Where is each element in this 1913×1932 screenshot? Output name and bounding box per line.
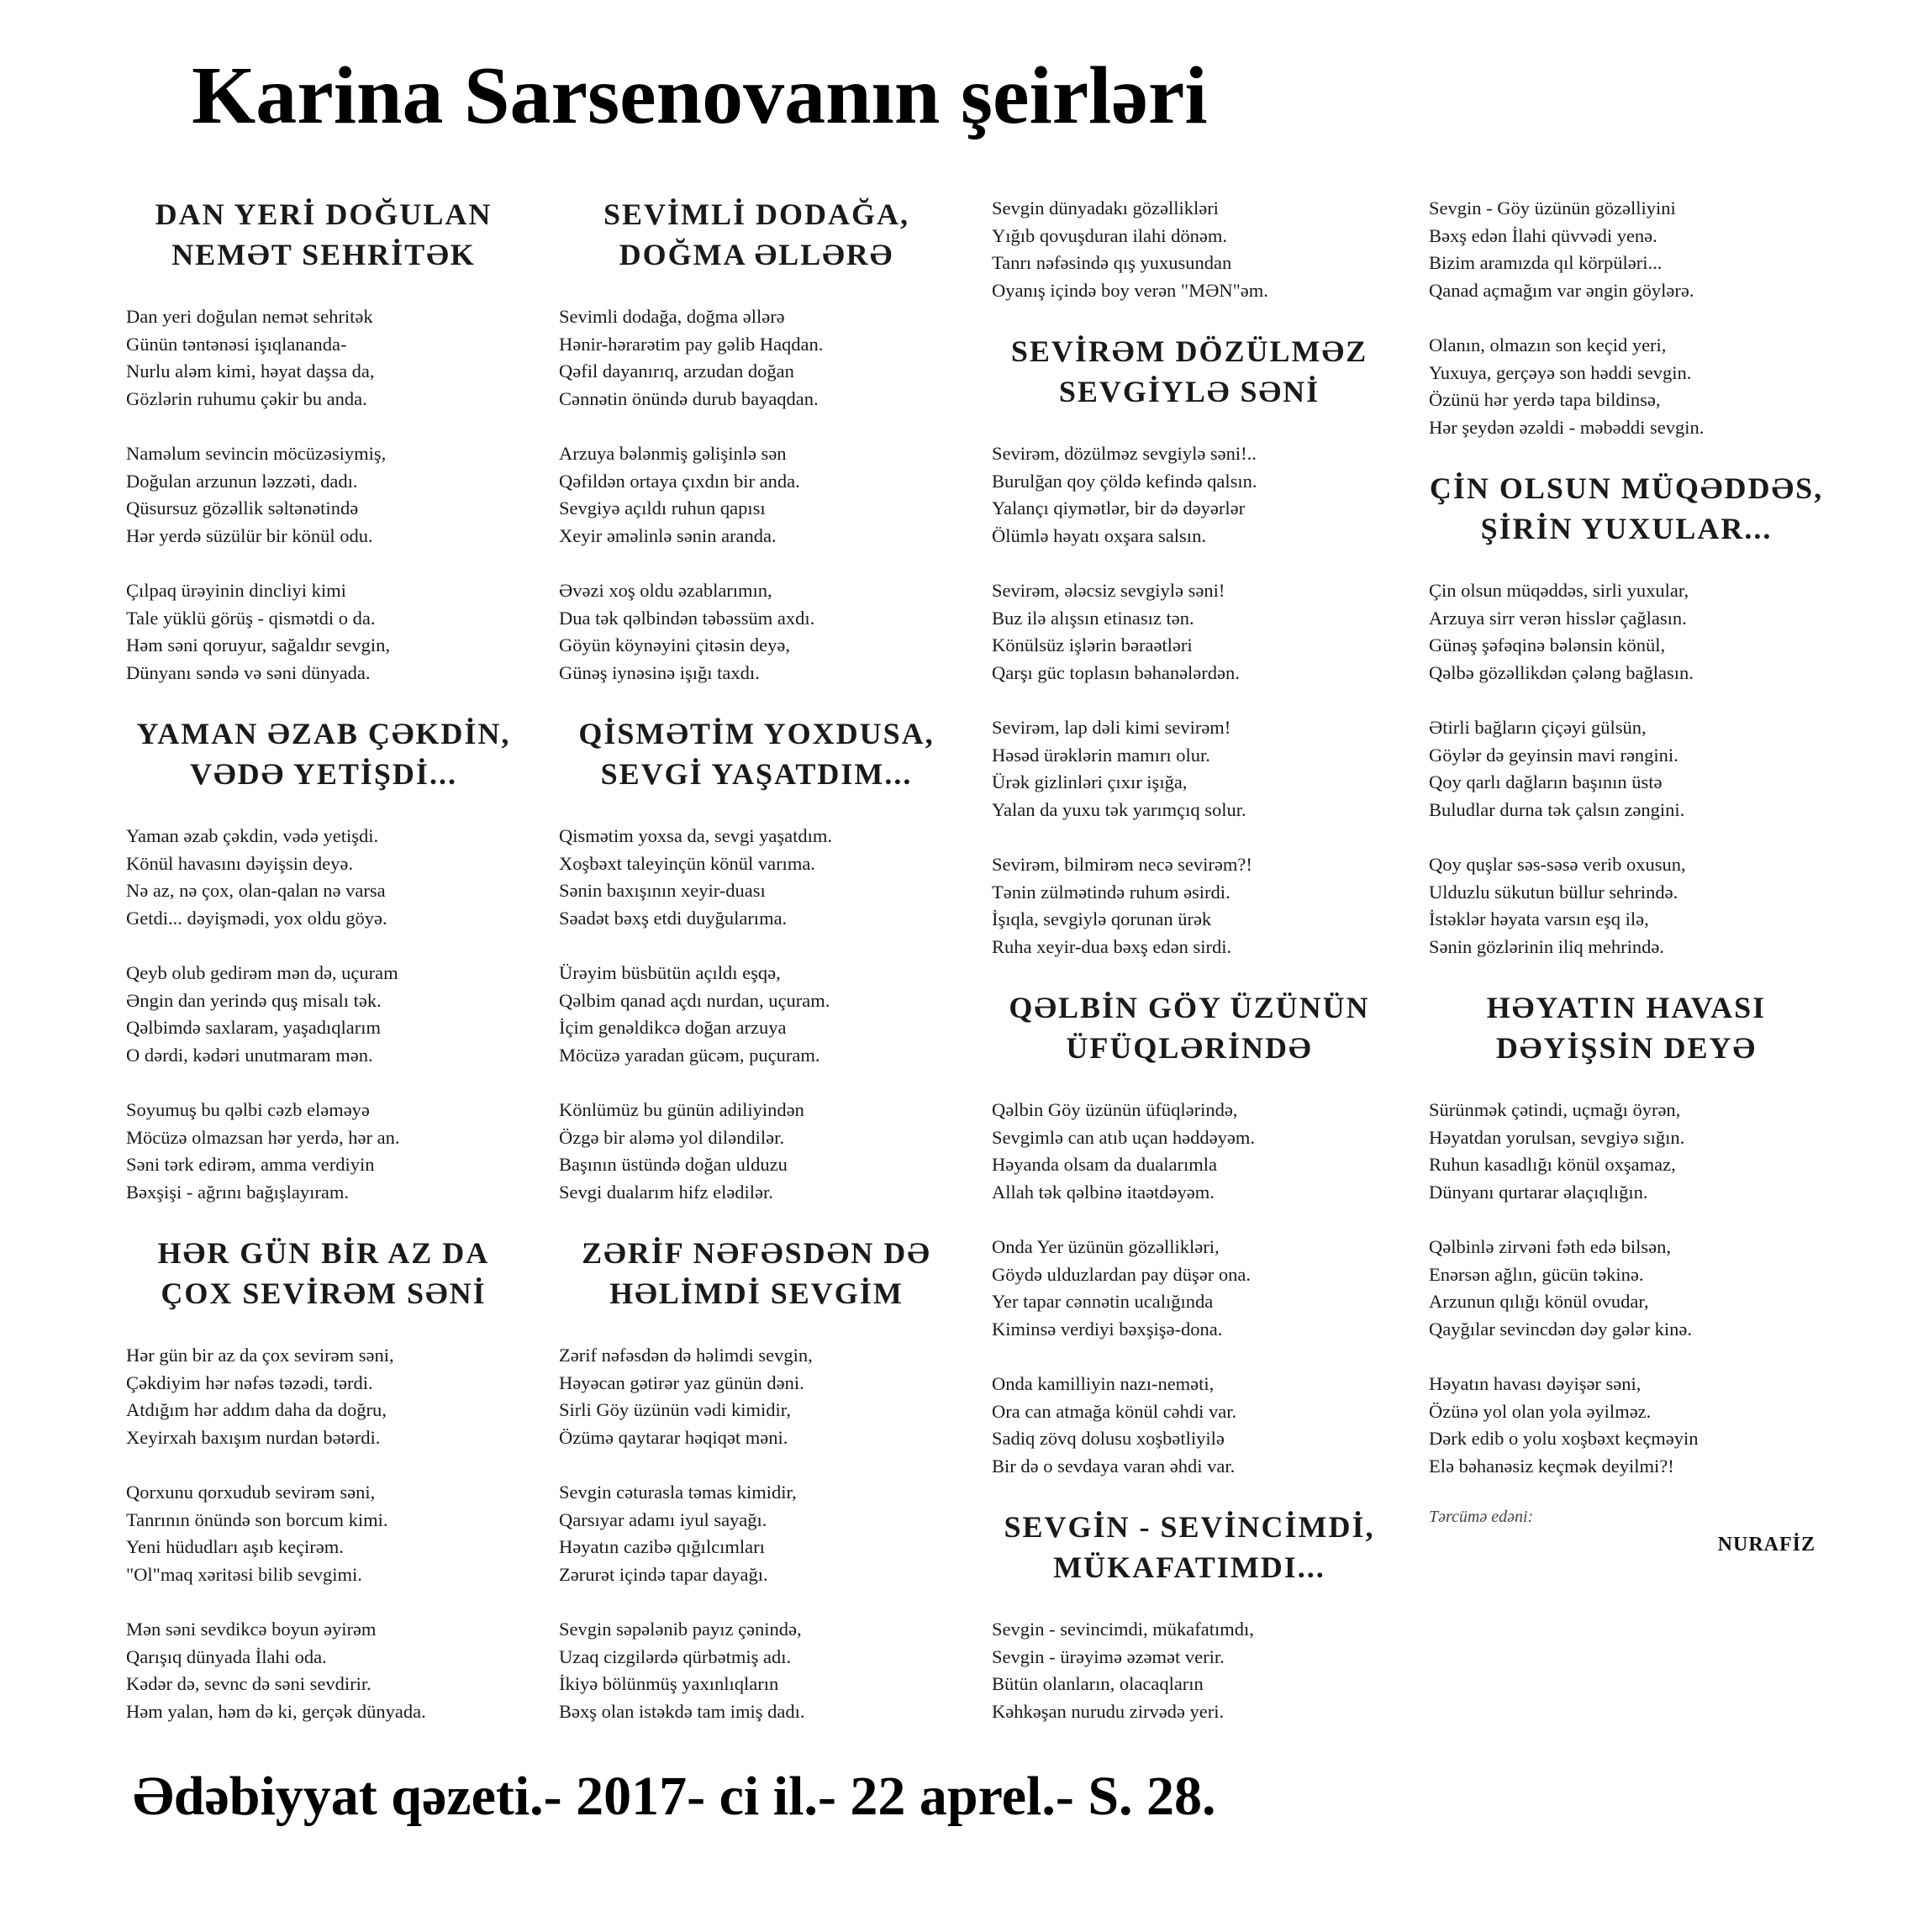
stanza xyxy=(559,1097,954,1206)
poem-line: O dərdi, kədəri unutmaram mən. xyxy=(126,1044,373,1066)
stanza xyxy=(992,577,1387,687)
stanza xyxy=(126,577,521,687)
poem-line: Könül havasını dəyişsin deyə. xyxy=(126,852,353,874)
stanza xyxy=(1429,1371,1824,1480)
poem-line: Həyəcan gətirər yaz günün dəni. xyxy=(559,1371,804,1393)
poem-line: Əngin dan yerində quş misalı tək. xyxy=(126,989,382,1011)
poem-line: Tənin zülmətində ruhum əsirdi. xyxy=(992,881,1231,903)
poem-line: İçim genəldikcə doğan arzuya xyxy=(559,1017,787,1039)
poem-title xyxy=(559,195,954,275)
poem-line: Allah tək qəlbinə itaətdəyəm. xyxy=(992,1181,1215,1203)
poem-line: Nə az, nə çox, olan-qalan nə varsa xyxy=(126,880,386,902)
poem xyxy=(1429,988,1824,1480)
poem-line: İşıqla, sevgiylə qorunan ürək xyxy=(992,908,1212,930)
poem-title-line: HƏLİMDİ SEVGİM xyxy=(609,1276,904,1310)
poem-line: Qəfildən ortaya çıxdın bir anda. xyxy=(559,470,800,492)
poem-line: Hər gün bir az da çox sevirəm səni, xyxy=(126,1345,394,1366)
poem-line: Elə bəhanəsiz keçmək deyilmi?! xyxy=(1429,1455,1674,1477)
poem-line: Nurlu aləm kimi, həyat daşsa da, xyxy=(126,361,375,382)
poem-line: Qarışıq dünyada İlahi oda. xyxy=(126,1645,327,1667)
poem-line: Qüsursuz gözəllik səltənətində xyxy=(126,497,359,519)
poem-line: Ora can atmağa könül cəhdi var. xyxy=(992,1400,1237,1422)
poem-line: Göylər də geyinsin mavi rəngini. xyxy=(1429,744,1678,766)
poem-line: İstəklər həyata varsın eşq ilə, xyxy=(1429,908,1649,930)
poem-line: Kiminsə verdiyi bəxşişə-dona. xyxy=(992,1318,1223,1340)
poem-line: Dan yeri doğulan nemət sehritək xyxy=(126,306,373,328)
poem-line: Xeyirxah baxışım nurdan bətərdi. xyxy=(126,1426,381,1448)
poem-line: Tanrının önündə son borcum kimi. xyxy=(126,1508,388,1530)
stanza xyxy=(126,1616,521,1725)
source-citation: Ədəbiyyat qəzeti.- 2017- ci il.- 22 aprel.- S. 28. xyxy=(133,1766,1216,1827)
poem-title xyxy=(992,1508,1387,1587)
poem-title-line: HƏR GÜN BİR AZ DA xyxy=(157,1236,490,1271)
poem-title-line: MÜKAFATIMDI... xyxy=(1053,1550,1325,1584)
poem-line: Yalan da yuxu tək yarımçıq solur. xyxy=(992,798,1246,820)
poem-line: Həsəd ürəklərin mamırı olur. xyxy=(992,744,1210,766)
stanza xyxy=(1429,332,1824,441)
poem-line: Ürəyim büsbütün açıldı eşqə, xyxy=(559,962,781,984)
poem-line: Hər yerdə süzülür bir könül odu. xyxy=(126,524,373,546)
poem-line: Tale yüklü görüş - qismətdi o da. xyxy=(126,607,376,629)
poem-line: Sevgi dualarım hifz elədilər. xyxy=(559,1181,773,1203)
poem-line: Ölümlə həyatı oxşara salsın. xyxy=(992,524,1206,546)
poem-title xyxy=(559,714,954,794)
poem-line: Özünü hər yerdə tapa bildinsə, xyxy=(1429,389,1661,410)
poem-title xyxy=(992,988,1387,1068)
stanza xyxy=(559,303,954,413)
poem-line: Sevirəm, ələcsiz sevgiylə səni! xyxy=(992,580,1225,602)
poem-title-line: ÇİN OLSUN MÜQƏDDƏS, xyxy=(1429,471,1824,505)
poem-line: Qəlbə gözəllikdən çələng bağlasın. xyxy=(1429,661,1694,683)
poem-line: Yuxuya, gerçəyə son həddi sevgin. xyxy=(1429,361,1692,383)
poem-line: Göyün köynəyini çitəsin deyə, xyxy=(559,634,790,656)
poem-line: Kədər də, sevnc də səni sevdirir. xyxy=(126,1673,372,1695)
poem-line: Sevirəm, dözülməz sevgiylə səni!.. xyxy=(992,443,1257,465)
poem-line: Onda kamilliyin nazı-neməti, xyxy=(992,1373,1215,1395)
poem-line: Sevirəm, lap dəli kimi sevirəm! xyxy=(992,717,1231,739)
stanza xyxy=(126,1479,521,1588)
poem-line: Özümə qaytarar həqiqət məni. xyxy=(559,1426,788,1448)
poem-line: Həm yalan, həm də ki, gerçək dünyada. xyxy=(126,1700,426,1722)
poem-title xyxy=(126,195,521,275)
translator-name: NURAFİZ xyxy=(1717,1534,1816,1556)
poem-title-line: YAMAN ƏZAB ÇƏKDİN, xyxy=(136,717,511,751)
poem-line: Günəş iynəsinə işığı taxdı. xyxy=(559,661,760,683)
poem-title-line: ÜFÜQLƏRİNDƏ xyxy=(1066,1030,1313,1065)
poem-line: Özgə bir aləmə yol diləndilər. xyxy=(559,1126,785,1148)
poem-title-line: ŞİRİN YUXULAR... xyxy=(1480,511,1773,545)
poem-title xyxy=(1429,988,1824,1068)
poem-line: Həyatın cazibə qığılcımları xyxy=(559,1536,765,1558)
poem-line: Yaman əzab çəkdin, vədə yetişdi. xyxy=(126,825,379,847)
poem-line: Səadət bəxş etdi duyğularıma. xyxy=(559,907,788,929)
poem-line: Kəhkəşan nurudu zirvədə yeri. xyxy=(992,1700,1225,1722)
stanza xyxy=(992,1616,1387,1725)
stanza xyxy=(1429,195,1824,304)
poem-line: Onda Yer üzünün gözəllikləri, xyxy=(992,1236,1220,1258)
poem-line: Qoy quşlar səs-səsə verib oxusun, xyxy=(1429,854,1686,876)
stanza xyxy=(559,1342,954,1451)
poem-line: Həyanda olsam da dualarımla xyxy=(992,1154,1218,1176)
poem-line: Mən səni sevdikcə boyun əyirəm xyxy=(126,1619,377,1640)
poem-line: Qorxunu qorxudub sevirəm səni, xyxy=(126,1482,376,1503)
poem-line: Xoşbəxt taleyinçün könül varıma. xyxy=(559,852,815,874)
poem-line: Enərsən ağlın, gücün təkinə. xyxy=(1429,1263,1644,1285)
poem-line: Səni tərk edirəm, amma verdiyin xyxy=(126,1154,375,1176)
poem-line: Çin olsun müqəddəs, sirli yuxular, xyxy=(1429,580,1689,602)
poem-line: Sevgin - ürəyimə əzəmət verir. xyxy=(992,1645,1225,1667)
translator-credit xyxy=(1429,1508,1824,1556)
stanza xyxy=(126,1342,521,1451)
stanza xyxy=(126,960,521,1069)
poem-title-line: SEVİRƏM DÖZÜLMƏZ xyxy=(1010,334,1368,368)
poem-title-line: ÇOX SEVİRƏM SƏNİ xyxy=(161,1276,487,1310)
column-3 xyxy=(992,195,1387,1753)
poem-line: Ruha xeyir-dua bəxş edən sirdi. xyxy=(992,935,1232,957)
poem-line: İkiyə bölünmüş yaxınlıqların xyxy=(559,1673,779,1695)
poem-line: Günəş şəfəqinə bələnsin könül, xyxy=(1429,634,1666,656)
poem xyxy=(992,1508,1387,1725)
poem xyxy=(559,195,954,687)
poem-title-line: DAN YERİ DOĞULAN xyxy=(155,197,493,231)
poem-line: Dünyanı səndə və səni dünyada. xyxy=(126,661,371,683)
poem xyxy=(126,195,521,687)
poem-line: Könlümüz bu günün adiliyindən xyxy=(559,1099,804,1121)
poem-line: Sadiq zövq dolusu xoşbətliyilə xyxy=(992,1428,1225,1450)
stanza xyxy=(559,440,954,550)
poem-line: Ürək gizlinləri çıxır işığa, xyxy=(992,771,1188,793)
poem-line: Qarsıyar adamı iyul sayağı. xyxy=(559,1508,767,1530)
poem-line: Dua tək qəlbindən təbəssüm axdı. xyxy=(559,607,815,629)
poem xyxy=(1429,469,1824,961)
poem-line: Hər şeydən əzəldi - məbəddi sevgin. xyxy=(1429,416,1705,438)
poem-line: Getdi... dəyişmədi, yox oldu göyə. xyxy=(126,907,387,929)
stanza xyxy=(992,1371,1387,1480)
poem-line: Həyatdan yorulsan, sevgiyə sığın. xyxy=(1429,1126,1685,1148)
poem-title xyxy=(126,714,521,794)
poem-line: Xeyir əməlinlə sənin aranda. xyxy=(559,524,777,546)
poem-title-line: DOĞMA ƏLLƏRƏ xyxy=(619,237,894,271)
column-2 xyxy=(559,195,954,1753)
poem-line: Sevgin - Göy üzünün gözəlliyini xyxy=(1429,197,1676,218)
poem-line: Olanın, olmazın son keçid yeri, xyxy=(1429,334,1667,355)
stanza xyxy=(126,303,521,413)
poem-line: Sevgin səpələnib payız çənində, xyxy=(559,1619,802,1640)
poem-line: Bəxşişi - ağrını bağışlayıram. xyxy=(126,1181,349,1203)
poem-line: Qayğılar sevincdən dəy gələr kinə. xyxy=(1429,1318,1693,1340)
poem-line: Sürünmək çətindi, uçmağı öyrən, xyxy=(1429,1099,1681,1121)
poem-line: Sevgin - sevincimdi, mükafatımdı, xyxy=(992,1619,1254,1640)
poem-line: Çəkdiyim hər nəfəs təzədi, tərdi. xyxy=(126,1371,373,1393)
poem-line: Əvəzi xoş oldu əzablarımın, xyxy=(559,580,772,602)
stanza xyxy=(992,195,1387,304)
poem-line: Sevgimlə can atıb uçan həddəyəm. xyxy=(992,1126,1256,1148)
poem-title-line: QİSMƏTİM YOXDUSA, xyxy=(578,717,935,751)
poem-line: Qəlbin Göy üzünün üfüqlərində, xyxy=(992,1099,1238,1121)
translator-label: Tərcümə edəni: xyxy=(1429,1508,1534,1527)
poem-line: Göydə ulduzlardan pay düşər ona. xyxy=(992,1263,1252,1285)
poem-line: Doğulan arzunun ləzzəti, dadı. xyxy=(126,470,358,492)
poem-line: "Ol"maq xəritəsi bilib sevgimi. xyxy=(126,1563,362,1585)
poem-line: Soyumuş bu qəlbi cəzb eləməyə xyxy=(126,1099,370,1121)
poem-line: Burulğan qoy çöldə kefində qalsın. xyxy=(992,470,1257,492)
poem-line: Arzuya bələnmiş gəlişinlə sən xyxy=(559,443,787,465)
stanza xyxy=(559,1479,954,1588)
stanza xyxy=(1429,851,1824,961)
poem-title xyxy=(1429,469,1824,549)
poem-line: Başının üstündə doğan ulduzu xyxy=(559,1154,788,1176)
poem-line: Çılpaq ürəyinin dincliyi kimi xyxy=(126,580,346,602)
poem-line: Yeni hüdudları aşıb keçirəm. xyxy=(126,1536,344,1558)
poem-line: Yığıb qovuşduran ilahi dönəm. xyxy=(992,224,1227,246)
poem-line: Həm səni qoruyur, sağaldır sevgin, xyxy=(126,634,391,656)
poem-line: Tanrı nəfəsində qış yuxusundan xyxy=(992,252,1232,273)
stanza xyxy=(1429,714,1824,824)
poem-line: Möcüzə olmazsan hər yerdə, hər an. xyxy=(126,1126,400,1148)
stanza xyxy=(559,960,954,1069)
poem-title-line: SEVGİYLƏ SƏNİ xyxy=(1058,374,1320,408)
stanza xyxy=(1429,1234,1824,1343)
poem-line: Sevgiyə açıldı ruhun qapısı xyxy=(559,497,766,519)
poem-line: Qəlbimdə saxlaram, yaşadıqlarım xyxy=(126,1017,382,1039)
poem-line: Qəfil dayanırıq, arzudan doğan xyxy=(559,361,794,382)
poem-title-line: SEVGİN - SEVİNCİMDİ, xyxy=(1004,1510,1375,1545)
stanza xyxy=(126,823,521,932)
poem-line: Bütün olanların, olacaqların xyxy=(992,1673,1204,1695)
poem-line: Atdığım hər addım daha da doğru, xyxy=(126,1399,387,1421)
stanza xyxy=(126,440,521,550)
poem-line: Sevgin cəturasla təmas kimidir, xyxy=(559,1482,797,1503)
column-4 xyxy=(1429,195,1824,1556)
poem-line: Könülsüz işlərin bəraətləri xyxy=(992,634,1193,656)
poem-line: Qəlbinlə zirvəni fəth edə bilsən, xyxy=(1429,1236,1672,1258)
poem-line: Ruhun kasadlığı könül oxşamaz, xyxy=(1429,1154,1676,1176)
poem xyxy=(992,332,1387,961)
poem-title xyxy=(126,1234,521,1313)
poem-title-line: SEVGİ YAŞATDIM... xyxy=(600,756,913,791)
stanza xyxy=(992,1097,1387,1206)
poem-line: Hənir-hərarətim pay gəlib Haqdan. xyxy=(559,333,824,355)
poem-title-line: HƏYATIN HAVASI xyxy=(1486,991,1767,1025)
poem-line: Sirli Göy üzünün vədi kimidir, xyxy=(559,1399,791,1421)
poem-line: Ətirli bağların çiçəyi gülsün, xyxy=(1429,717,1647,739)
poem-line: Sənin gözlərinin iliq mehrində. xyxy=(1429,935,1664,957)
poem-line: Qismətim yoxsa da, sevgi yaşatdım. xyxy=(559,825,832,847)
poem-title-line: NEMƏT SEHRİTƏK xyxy=(171,237,476,271)
poem-line: Qarşı güc toplasın bəhanələrdən. xyxy=(992,661,1240,683)
poem-line: Möcüzə yaradan gücəm, puçuram. xyxy=(559,1044,820,1066)
poem-title xyxy=(559,1234,954,1313)
poem-line: Özünə yol olan yola əyilməz. xyxy=(1429,1400,1652,1422)
poem-line: Uzaq cizgilərdə qürbətmiş adı. xyxy=(559,1645,792,1667)
poem-line: Zərif nəfəsdən də həlimdi sevgin, xyxy=(559,1345,813,1366)
stanza xyxy=(1429,577,1824,687)
poem-line: Buludlar durna tək çalsın zəngini. xyxy=(1429,798,1685,820)
poem-line: Cənnətin önündə durub bayaqdan. xyxy=(559,387,819,409)
poem-line: Oyanış içində boy verən "MƏN"əm. xyxy=(992,279,1268,301)
poem xyxy=(126,1234,521,1725)
poem-line: Gözlərin ruhumu çəkir bu anda. xyxy=(126,387,367,409)
poem-title-line: ZƏRİF NƏFƏSDƏN DƏ xyxy=(582,1236,931,1271)
poem xyxy=(992,988,1387,1480)
poem-line: Ulduzlu sükutun büllur sehrində. xyxy=(1429,881,1678,903)
poem-line: Qəlbim qanad açdı nurdan, uçuram. xyxy=(559,989,830,1011)
stanza xyxy=(992,851,1387,961)
poem-title-line: QƏLBİN GÖY ÜZÜNÜN xyxy=(1009,991,1370,1025)
poem-line: Zərurət içində tapar dayağı. xyxy=(559,1563,768,1585)
poem-title-line: DƏYİŞSİN DEYƏ xyxy=(1495,1030,1758,1065)
poem-title-line: SEVİMLİ DODAĞA, xyxy=(603,197,910,231)
poem-line: Sevirəm, bilmirəm necə sevirəm?! xyxy=(992,854,1252,876)
poem-line: Qeyb olub gedirəm mən də, uçuram xyxy=(126,962,398,984)
poem xyxy=(559,714,954,1206)
poem-line: Dərk edib o yolu xoşbəxt keçməyin xyxy=(1429,1428,1699,1450)
stanza xyxy=(992,714,1387,824)
poem-line: Dünyanı qurtarar əlaçıqlığın. xyxy=(1429,1181,1648,1203)
poem-line: Günün təntənəsi işıqlananda- xyxy=(126,333,347,355)
poem-line: Bəxş olan istəkdə tam imiş dadı. xyxy=(559,1700,805,1722)
poem-line: Sevimli dodağa, doğma əllərə xyxy=(559,306,785,328)
poem-line: Yer tapar cənnətin ucalığında xyxy=(992,1291,1214,1313)
stanza xyxy=(992,1234,1387,1343)
stanza xyxy=(559,1616,954,1725)
stanza xyxy=(126,1097,521,1206)
poem-line: Sevgin dünyadakı gözəllikləri xyxy=(992,197,1219,218)
poem-line: Arzunun qılığı könül ovudar, xyxy=(1429,1291,1649,1313)
page-title: Karina Sarsenovanın şeirləri xyxy=(192,50,1208,141)
poem-line: Yalançı qiymətlər, bir də dəyərlər xyxy=(992,497,1246,519)
poem xyxy=(1429,195,1824,441)
poem-title-line: VƏDƏ YETİŞDİ... xyxy=(190,756,457,791)
poem-line: Qanad açmağım var əngin göylərə. xyxy=(1429,279,1694,301)
poem-line: Bizim aramızda qıl körpüləri... xyxy=(1429,252,1663,273)
poem-line: Buz ilə alışsın etinasız tən. xyxy=(992,607,1194,629)
stanza xyxy=(559,823,954,932)
poem-title xyxy=(992,332,1387,412)
poem-line: Bəxş edən İlahi qüvvədi yenə. xyxy=(1429,224,1657,246)
column-1 xyxy=(126,195,521,1753)
poem-line: Naməlum sevincin möcüzəsiymiş, xyxy=(126,443,387,465)
poem xyxy=(559,1234,954,1725)
stanza xyxy=(1429,1097,1824,1206)
stanza xyxy=(559,577,954,687)
poem-line: Bir də o sevdaya varan əhdi var. xyxy=(992,1455,1236,1477)
poem-line: Arzuya sirr verən hisslər çağlasın. xyxy=(1429,607,1687,629)
poem xyxy=(992,195,1387,304)
poem-line: Qoy qarlı dağların başının üstə xyxy=(1429,771,1663,793)
poem xyxy=(126,714,521,1206)
poem-line: Sənin baxışının xeyir-duası xyxy=(559,880,766,902)
poem-line: Həyatın havası dəyişər səni, xyxy=(1429,1373,1642,1395)
stanza xyxy=(992,440,1387,550)
